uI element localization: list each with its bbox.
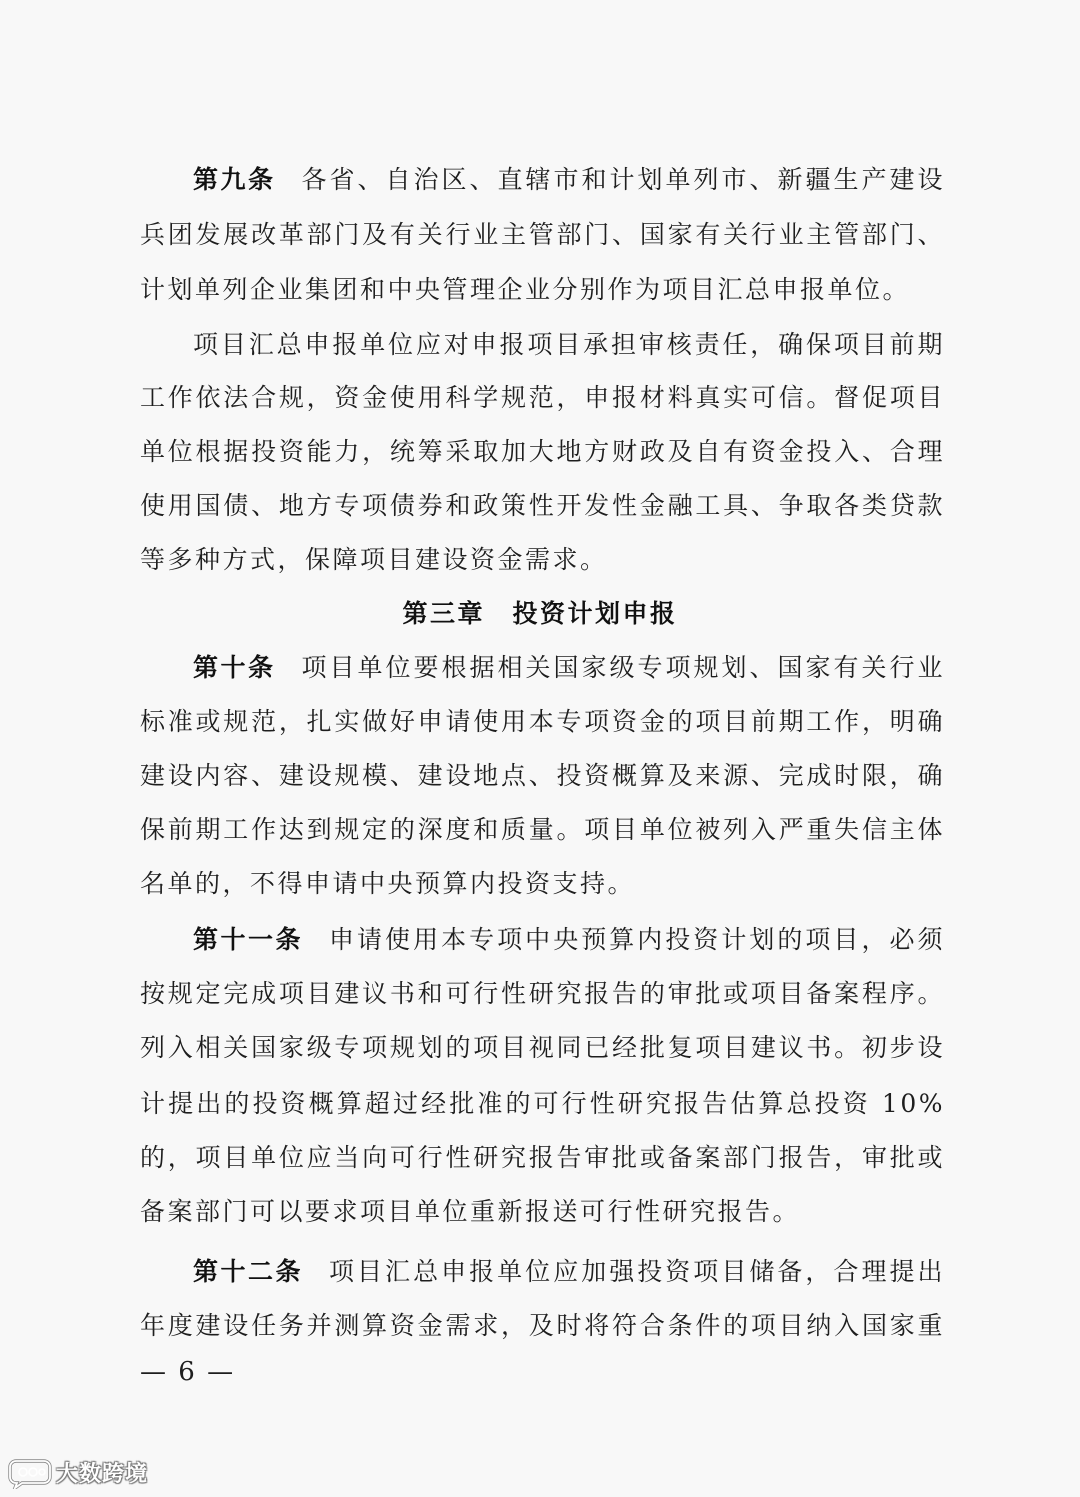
article-12-line-2: 年度建设任务并测算资金需求，及时将符合条件的项目纳入国家重 (140, 1311, 945, 1340)
article-9-line-1-text: 各省、自治区、直辖市和计划单列市、新疆生产建设 (301, 165, 945, 194)
article-9-line-1 (193, 162, 945, 198)
article-12-line-1-text: 项目汇总申报单位应加强投资项目储备，合理提出 (329, 1257, 945, 1286)
article-11-line-5: 的，项目单位应当向可行性研究报告审批或备案部门报告，审批或 (140, 1143, 945, 1172)
watermark-logo-dot-3 (39, 1469, 45, 1475)
article-11-label: 第十一条 (193, 925, 304, 954)
article-9-para-2-line-2: 工作依法合规，资金使用科学规范，申报材料真实可信。督促项目 (140, 383, 945, 412)
article-11-line-3: 列入相关国家级专项规划的项目视同已经批复项目建议书。初步设 (140, 1033, 945, 1062)
article-11-line-6: 备案部门可以要求项目单位重新报送可行性研究报告。 (140, 1197, 801, 1226)
article-10-label: 第十条 (193, 653, 276, 682)
article-11-line-4: 计提出的投资概算超过经批准的可行性研究报告估算总投资 10% (140, 1089, 945, 1118)
watermark (8, 1454, 148, 1490)
article-9-para-2-line-5: 等多种方式，保障项目建设资金需求。 (140, 545, 608, 574)
article-9-para-2-line-1: 项目汇总申报单位应对申报项目承担审核责任，确保项目前期 (193, 330, 945, 359)
article-9-para-2-line-4: 使用国债、地方专项债券和政策性开发性金融工具、争取各类贷款 (140, 491, 945, 520)
article-10-line-1-text: 项目单位要根据相关国家级专项规划、国家有关行业 (301, 653, 945, 682)
article-10-line-2: 标准或规范，扎实做好申请使用本专项资金的项目前期工作，明确 (140, 707, 945, 736)
article-11-line-2: 按规定完成项目建议书和可行性研究报告的审批或项目备案程序。 (140, 979, 945, 1008)
article-11-line-1 (193, 922, 945, 958)
article-9-line-3: 计划单列企业集团和中央管理企业分别作为项目汇总申报单位。 (140, 275, 911, 304)
article-10-line-4: 保前期工作达到规定的深度和质量。项目单位被列入严重失信主体 (140, 815, 945, 844)
article-12-line-1 (193, 1254, 945, 1290)
article-9-para-2-line-3: 单位根据投资能力，统筹采取加大地方财政及自有资金投入、合理 (140, 437, 945, 466)
article-9-line-2: 兵团发展改革部门及有关行业主管部门、国家有关行业主管部门、 (140, 220, 945, 249)
article-11-line-1-text: 申请使用本专项中央预算内投资计划的项目，必须 (329, 925, 945, 954)
article-9-label: 第九条 (193, 165, 276, 194)
chapter-heading: 第三章 投资计划申报 (402, 599, 678, 628)
page-number: — 6 — (140, 1357, 236, 1387)
watermark-logo-icon (8, 1455, 52, 1489)
watermark-logo-dot-1 (19, 1468, 27, 1476)
article-12-label: 第十二条 (193, 1257, 304, 1286)
watermark-logo-dot-2 (29, 1468, 37, 1476)
article-10-line-5: 名单的，不得申请中央预算内投资支持。 (140, 869, 636, 898)
watermark-text: 大数跨境 (56, 1461, 149, 1487)
article-10-line-1 (193, 650, 945, 686)
article-10-line-3: 建设内容、建设规模、建设地点、投资概算及来源、完成时限，确 (140, 761, 945, 790)
